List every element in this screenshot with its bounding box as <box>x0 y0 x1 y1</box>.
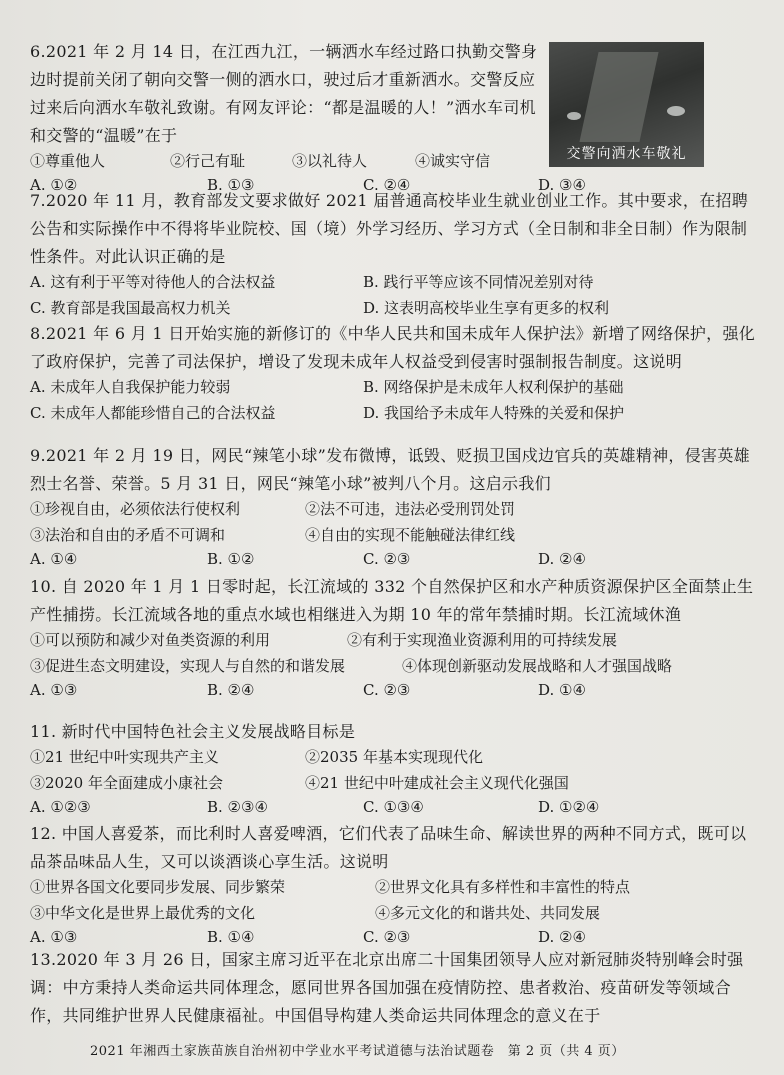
option-c: C. 教育部是我国最高权力机关 <box>30 299 231 317</box>
option-c: C. ②③ <box>363 928 411 946</box>
option-b: B. 网络保护是未成年人权利保护的基础 <box>363 378 624 396</box>
question-11 <box>30 718 760 824</box>
question-9 <box>30 442 760 576</box>
statement-row <box>30 876 760 902</box>
statement: ①世界各国文化要同步发展、同步繁荣 <box>30 878 286 896</box>
option-c: C. ②③ <box>363 550 411 568</box>
question-8 <box>30 320 760 428</box>
statement: ②2035 年基本实现现代化 <box>305 748 483 766</box>
option-b: B. ②④ <box>207 681 255 699</box>
statement: ②法不可违，违法必受刑罚处罚 <box>305 500 516 518</box>
question-12 <box>30 820 760 954</box>
statement: ③中华文化是世界上最优秀的文化 <box>30 904 256 922</box>
statement: ③以礼待人 <box>292 152 368 170</box>
option-b: B. 践行平等应该不同情况差别对待 <box>363 273 594 291</box>
statement: ①尊重他人 <box>30 152 106 170</box>
statement: ①21 世纪中叶实现共产主义 <box>30 748 219 766</box>
option-row <box>30 376 760 402</box>
option-d: D. ②④ <box>538 550 586 568</box>
question-stem: 9.2021 年 2 月 19 日，网民“辣笔小球”发布微博，诋毁、贬损卫国戍边官兵的英雄精神，侵害英雄烈士名誉、荣誉。5 月 31 日，网民“辣笔小球”被判八个月。这启示我们 <box>30 446 750 493</box>
statement: ④21 世纪中叶建成社会主义现代化强国 <box>305 774 569 792</box>
option-b: B. ①④ <box>207 928 255 946</box>
question-stem: 10. 自 2020 年 1 月 1 日零时起，长江流域的 332 个自然保护区和水产种质资源保护区全面禁止生产性捕捞。长江流域各地的重点水域也相继进入为期 10 年的常年禁捕时期。长江流域休渔 <box>30 577 754 624</box>
statement: ④诚实守信 <box>415 152 491 170</box>
question-stem: 8.2021 年 6 月 1 日开始实施的新修订的《中华人民共和国未成年人保护法》新增了网络保护，强化了政府保护，完善了司法保护，增设了发现未成年人权益受到侵害时强制报告制度。这说明 <box>30 324 756 371</box>
question-13 <box>30 946 760 1030</box>
question-stem: 13.2020 年 3 月 26 日，国家主席习近平在北京出席二十国集团领导人应对新冠肺炎特别峰会时强调：中方秉持人类命运共同体理念，愿同世界各国加强在疫情防控、患者救治、疫苗研发等领域合作，共同维护世界人民健康福祉。中国倡导构建人类命运共同体理念的意义在于 <box>30 950 744 1025</box>
question-stem: 12. 中国人喜爱茶，而比利时人喜爱啤酒，它们代表了品味生命、解读世界的两种不同方式，既可以品茶品味品人生，又可以谈酒谈心享生活。这说明 <box>30 824 747 871</box>
question-stem: 6.2021 年 2 月 14 日，在江西九江，一辆洒水车经过路口执勤交警身边时提前关闭了朝向交警一侧的洒水口，驶过后才重新洒水。交警反应过来后向洒水车敬礼致谢。有网友评论：“都是温暖的人！”洒水车司机和交警的“温暖”在于 <box>30 42 538 145</box>
statement: ④多元文化的和谐共处、共同发展 <box>375 904 601 922</box>
option-d: D. ①②④ <box>538 798 600 816</box>
option-c: C. 未成年人都能珍惜自己的合法权益 <box>30 404 276 422</box>
option-a: A. 未成年人自我保护能力较弱 <box>30 378 231 396</box>
option-a: A. ①②③ <box>30 798 91 816</box>
statement: ③促进生态文明建设，实现人与自然的和谐发展 <box>30 657 346 675</box>
statement: ③2020 年全面建成小康社会 <box>30 774 223 792</box>
statement-row <box>30 772 760 798</box>
option-a: A. ①④ <box>30 550 78 568</box>
option-a: A. 这有利于平等对待他人的合法权益 <box>30 273 276 291</box>
photo-light <box>667 106 685 116</box>
option-c: C. ①③④ <box>363 798 424 816</box>
option-b: B. ①② <box>207 550 255 568</box>
photo-caption: 交警向洒水车敬礼 <box>566 146 687 162</box>
option-c: C. ②④ <box>363 176 411 194</box>
option-b: B. ①③ <box>207 176 255 194</box>
statement-row <box>30 902 760 928</box>
statement-row <box>30 498 760 524</box>
option-b: B. ②③④ <box>207 798 268 816</box>
statement: ①可以预防和减少对鱼类资源的利用 <box>30 631 271 649</box>
statement: ④体现创新驱动发展战略和人才强国战略 <box>402 657 673 675</box>
question-10 <box>30 573 760 707</box>
statement: ①珍视自由，必须依法行使权利 <box>30 500 241 518</box>
option-a: A. ①② <box>30 176 78 194</box>
question-7 <box>30 187 760 323</box>
question-stem: 11. 新时代中国特色社会主义发展战略目标是 <box>30 722 356 741</box>
statement: ②行己有耻 <box>170 152 246 170</box>
option-d: D. ②④ <box>538 928 586 946</box>
statement: ②有利于实现渔业资源利用的可持续发展 <box>347 631 618 649</box>
statement: ②世界文化具有多样性和丰富性的特点 <box>375 878 631 896</box>
option-row <box>30 681 760 707</box>
question-stem: 7.2020 年 11 月，教育部发文要求做好 2021 届普通高校毕业生就业创业工作。其中要求，在招聘公告和实际操作中不得将毕业院校、国（境）外学习经历、学习方式（全日制和非全日制）作为限制性条件。对此认识正确的是 <box>30 191 749 266</box>
option-row <box>30 271 760 297</box>
option-a: A. ①③ <box>30 928 78 946</box>
statement-row <box>30 629 760 655</box>
photo-traffic-police-salute <box>549 42 704 167</box>
option-d: D. ③④ <box>538 176 586 194</box>
option-d: D. 这表明高校毕业生享有更多的权利 <box>363 299 610 317</box>
option-a: A. ①③ <box>30 681 78 699</box>
option-d: D. ①④ <box>538 681 586 699</box>
statement-row <box>30 655 760 681</box>
option-d: D. 我国给予未成年人特殊的关爱和保护 <box>363 404 625 422</box>
photo-light <box>567 112 581 120</box>
statement: ④自由的实现不能触碰法律红线 <box>305 526 516 544</box>
page-footer: 2021 年湘西土家族苗族自治州初中学业水平考试道德与法治试题卷 第 2 页（共 4 页） <box>90 1044 625 1059</box>
statement: ③法治和自由的矛盾不可调和 <box>30 526 226 544</box>
statement-row <box>30 524 760 550</box>
option-row <box>30 402 760 428</box>
option-c: C. ②③ <box>363 681 411 699</box>
photo-road <box>579 52 658 142</box>
statement-row <box>30 746 760 772</box>
